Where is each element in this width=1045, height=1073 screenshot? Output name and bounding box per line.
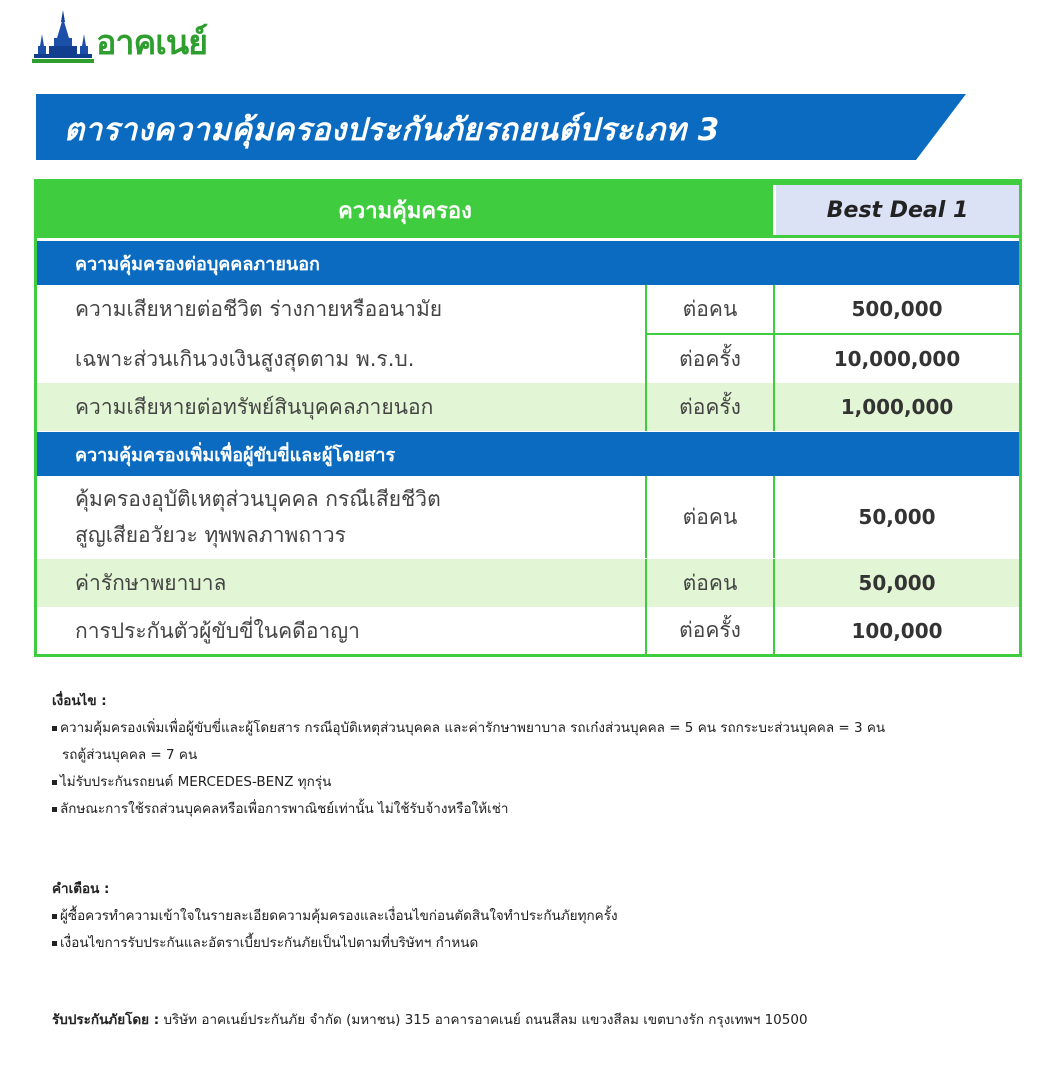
row-description-line1: คุ้มครองอุบัติเหตุส่วนบุคคล กรณีเสียชีวิต bbox=[75, 487, 441, 511]
brand-logo bbox=[32, 6, 207, 64]
table-row bbox=[37, 559, 1019, 607]
header-coverage: ความคุ้มครอง bbox=[338, 198, 472, 224]
row-description: ความเสียหายต่อทรัพย์สินบุคคลภายนอก bbox=[75, 395, 434, 419]
table-row bbox=[37, 285, 1019, 333]
condition-item: ไม่รับประกันรถยนต์ MERCEDES-BENZ ทุกรุ่น bbox=[52, 769, 885, 796]
table-row bbox=[37, 335, 1019, 383]
row-description: การประกันตัวผู้ขับขี่ในคดีอาญา bbox=[75, 618, 360, 643]
title-banner bbox=[36, 94, 966, 160]
header-plan: Best Deal 1 bbox=[773, 185, 1019, 235]
table-row bbox=[37, 383, 1019, 431]
condition-continuation: รถตู้ส่วนบุคคล = 7 คน bbox=[62, 747, 198, 763]
row-description-line2: สูญเสียอวัยวะ ทุพพลภาพถาวร bbox=[75, 523, 346, 547]
row-description: ความเสียหายต่อชีวิต ร่างกายหรืออนามัย bbox=[75, 297, 443, 321]
brand-name: อาคเนย์ bbox=[96, 23, 208, 63]
row-description: เฉพาะส่วนเกินวงเงินสูงสุดตาม พ.ร.บ. bbox=[75, 347, 415, 371]
underwriter-line bbox=[52, 1008, 808, 1030]
row-unit: ต่อคน bbox=[645, 476, 773, 558]
row-unit: ต่อคน bbox=[645, 559, 773, 607]
warning-block bbox=[52, 876, 618, 957]
conditions-heading: เงื่อนไข : bbox=[52, 693, 107, 709]
warning-item: เงื่อนไขการรับประกันและอัตราเบี้ยประกันภัยเป็นไปตามที่บริษัทฯ กำหนด bbox=[52, 930, 618, 957]
section-driver-passenger: ความคุ้มครองเพิ่มเพื่อผู้ขับขี่และผู้โดยสาร bbox=[37, 432, 1019, 476]
bullet-icon bbox=[52, 780, 57, 785]
temple-icon bbox=[32, 8, 94, 64]
row-unit: ต่อคน bbox=[645, 285, 773, 333]
row-description bbox=[37, 476, 645, 558]
row-value: 500,000 bbox=[773, 285, 1019, 333]
row-value: 100,000 bbox=[773, 607, 1019, 654]
row-value: 50,000 bbox=[773, 476, 1019, 558]
table-row bbox=[37, 476, 1019, 558]
condition-item: ความคุ้มครองเพิ่มเพื่อผู้ขับขี่และผู้โดยสาร กรณีอุบัติเหตุส่วนบุคคล และค่ารักษาพยาบาล รถเก๋งส่วนบุคคล = 5 คน รถกระบะส่วนบุคคล = 3 คน bbox=[52, 715, 885, 742]
warning-item: ผู้ซื้อควรทำความเข้าใจในรายละเอียดความคุ้มครองและเงื่อนไขก่อนตัดสินใจทำประกันภัยทุกครั้ง bbox=[52, 903, 618, 930]
condition-item: ลักษณะการใช้รถส่วนบุคคลหรือเพื่อการพาณิชย์เท่านั้น ไม่ใช้รับจ้างหรือให้เช่า bbox=[52, 796, 885, 823]
row-value: 1,000,000 bbox=[773, 383, 1019, 431]
page-title: ตารางความคุ้มครองประกันภัยรถยนต์ประเภท 3 bbox=[64, 112, 720, 148]
row-description: ค่ารักษาพยาบาล bbox=[75, 571, 227, 595]
underwriter-label: รับประกันภัยโดย : bbox=[52, 1012, 160, 1028]
row-unit: ต่อครั้ง bbox=[645, 383, 773, 431]
bullet-icon bbox=[52, 914, 57, 919]
table-header bbox=[37, 182, 1019, 238]
table-row bbox=[37, 607, 1019, 654]
row-unit: ต่อครั้ง bbox=[645, 607, 773, 654]
bullet-icon bbox=[52, 807, 57, 812]
bullet-icon bbox=[52, 941, 57, 946]
coverage-table bbox=[34, 179, 1022, 657]
conditions-block bbox=[52, 688, 885, 823]
underwriter-text: บริษัท อาคเนย์ประกันภัย จำกัด (มหาชน) 315 อาคารอาคเนย์ ถนนสีลม แขวงสีลม เขตบางรัก กรุงเทพฯ 10500 bbox=[163, 1012, 808, 1028]
warning-heading: คำเตือน : bbox=[52, 881, 110, 897]
row-unit: ต่อครั้ง bbox=[645, 335, 773, 383]
row-value: 50,000 bbox=[773, 559, 1019, 607]
bullet-icon bbox=[52, 726, 57, 731]
row-value: 10,000,000 bbox=[773, 335, 1019, 383]
section-third-party: ความคุ้มครองต่อบุคคลภายนอก bbox=[37, 241, 1019, 285]
